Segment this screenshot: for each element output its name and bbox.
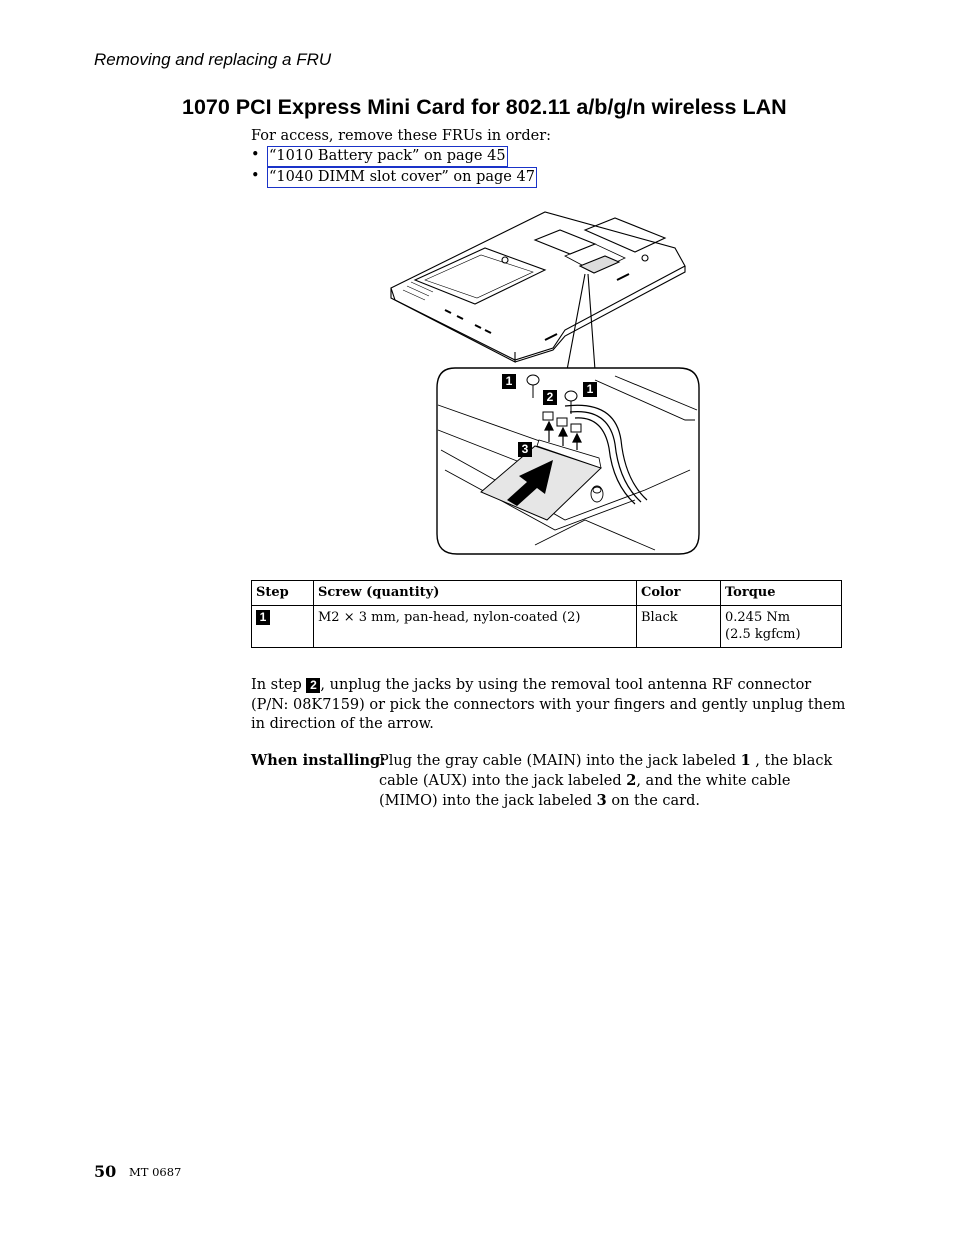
table-header-row <box>252 581 842 606</box>
step-note <box>251 676 851 735</box>
laptop-bottom-drawing <box>391 212 685 362</box>
step-note-prefix: In step <box>251 677 302 693</box>
page-number: 50 <box>94 1162 117 1181</box>
callout-1-right: 1 <box>583 382 597 397</box>
machine-type: MT 0687 <box>129 1165 182 1179</box>
access-list-item <box>251 167 551 188</box>
install-text-part: , and the white cable (MIMO) into the jack labeled <box>379 773 791 809</box>
step-callout: 1 <box>256 610 270 625</box>
install-label: When installing: <box>251 752 386 769</box>
link-dimm-slot-cover[interactable]: “1040 DIMM slot cover” on page 47 <box>267 167 537 188</box>
header-color: Color <box>637 581 721 606</box>
access-list-item <box>251 146 551 167</box>
header-torque: Torque <box>721 581 842 606</box>
wlan-card-illustration <box>385 200 703 560</box>
step-note-text: , unplug the jacks by using the removal tool antenna RF connector (P/N: 08K7159) or pick the connectors with your fingers and gently unplug them in direction of the arrow. <box>251 677 846 732</box>
callout-2: 2 <box>543 390 557 405</box>
table-row <box>252 606 842 648</box>
running-head: Removing and replacing a FRU <box>94 50 332 69</box>
cell-color: Black <box>637 606 721 648</box>
screw-table <box>251 580 842 648</box>
jack-label-3: 3 <box>596 792 607 809</box>
step-note-callout: 2 <box>306 678 320 693</box>
install-text-part: on the card. <box>606 793 700 809</box>
install-text-part: , the black cable (AUX) into the jack labeled <box>379 753 833 789</box>
section-title: 1070 PCI Express Mini Card for 802.11 a/b/g/n wireless LAN <box>182 95 787 119</box>
header-screw: Screw (quantity) <box>314 581 637 606</box>
removal-illustration <box>385 200 703 560</box>
torque-kgfcm: (2.5 kgfcm) <box>725 627 801 642</box>
install-text-part: Plug the gray cable (MAIN) into the jack labeled <box>379 753 741 769</box>
install-text <box>379 751 849 811</box>
access-prerequisites <box>251 127 551 188</box>
jack-label-1: 1 <box>740 752 751 769</box>
header-step: Step <box>252 581 314 606</box>
access-intro: For access, remove these FRUs in order: <box>251 128 552 144</box>
cell-torque <box>721 606 842 648</box>
bullet: • <box>251 147 260 163</box>
callout-3: 3 <box>518 442 532 457</box>
callout-1-left: 1 <box>502 374 516 389</box>
torque-nm: 0.245 Nm <box>725 610 791 625</box>
bullet: • <box>251 168 260 184</box>
zoom-detail <box>437 368 699 554</box>
jack-label-2: 2 <box>626 772 637 789</box>
link-battery-pack[interactable]: “1010 Battery pack” on page 45 <box>267 146 508 167</box>
cell-screw: M2 × 3 mm, pan-head, nylon-coated (2) <box>314 606 637 648</box>
cell-step <box>252 606 314 648</box>
